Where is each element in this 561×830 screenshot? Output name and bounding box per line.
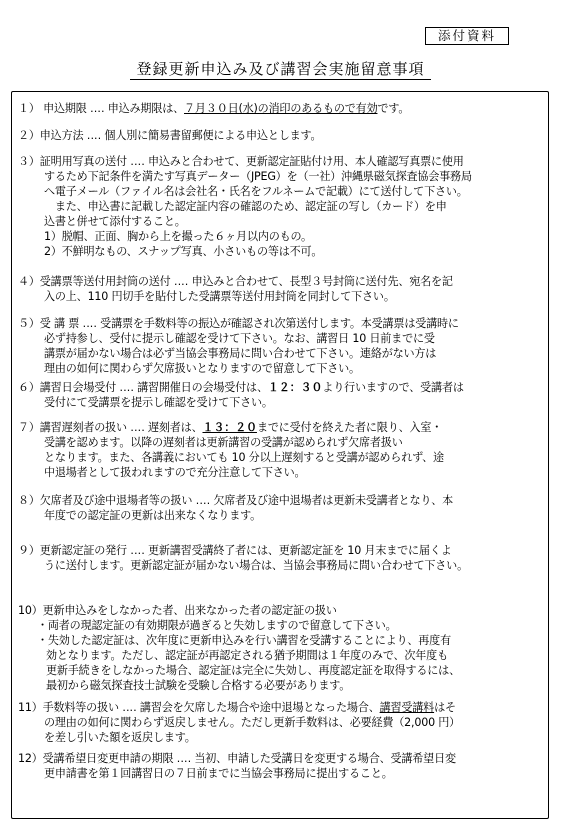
- item-12-line-1: 12）受講希望日変更申請の期限 ‥‥ 当初、申請した受講日を変更する場合、受講希望日変: [18, 752, 456, 765]
- item-10-not-applied: [18, 603, 538, 693]
- item-4-line-2: 入の上、110 円切手を貼付した受講票等送付用封筒を同封して下さい。: [44, 290, 395, 303]
- item-7-late-time: １３：２０: [202, 421, 257, 434]
- item-10-note-1: ・両者の現認定証の有効期限が過ぎると失効しますので留意して下さい。: [37, 619, 397, 632]
- item-4-line-1: ４）受講票等送付用封筒の送付 ‥‥ 申込みと合わせて、長型３号封筒に送付先、宛名を記: [18, 275, 453, 288]
- item-10-note-2: ・失効した認定証は、次年度に更新申込みを行い講習を受講することにより、再度有: [37, 634, 451, 647]
- item-11-line-2: の理由の如何に関わらず返戻しません。ただし更新手数料は、必要経費（2,000 円）: [44, 716, 461, 729]
- item-8-line-1: ８）欠席者及び途中退場者等の扱い ‥‥ 欠席者及び途中退場者は更新未受講者となり、本: [18, 494, 454, 507]
- item-7-line-1: ７）講習遅刻者の扱い ‥‥ 遅刻者は、１３：２０までに受付を終えた者に限り、入室・: [18, 421, 443, 434]
- item-8-absent: [18, 493, 538, 523]
- item-1-line-1: １） 申込期限 ‥‥ 申込み期限は、７月３０日(水)の消印のあるもので有効です。: [18, 102, 410, 115]
- item-5-line-1: ５）受 講 票 ‥‥ 受講票を手数料等の振込が確認され次第送付します。本受講票は受講時に: [18, 317, 459, 330]
- page-title-text: 登録更新申込み及び講習会実施留意事項: [130, 60, 430, 80]
- item-9-line-2: うに送付します。更新認定証が届かない場合は、当協会事務局に問い合わせて下さい。: [44, 559, 468, 572]
- item-10-note-5: 最初から磁気探査技士試験を受験し合格する必要があります。: [46, 679, 351, 692]
- item-12-change-request: [18, 751, 538, 781]
- item-6-reception: [18, 380, 538, 410]
- item-3-line-3: へ電子メール（ファイル名は会社名・氏名をフルネームで記載）にて送付して下さい。: [44, 185, 468, 198]
- item-3-line-1: ３）証明用写真の送付 ‥‥ 申込みと合わせて、更新認定証貼付け用、本人確認写真票に使用: [18, 155, 464, 168]
- item-6-line-2: 受付にて受講票を提示し確認を受けて下さい。: [44, 396, 273, 409]
- item-7-line-4: 中退場者として扱われますので充分注意して下さい。: [44, 466, 306, 479]
- item-10-note-3: 効となります。ただし、認定証が再認定される猶予期間は１年度のみで、次年度も: [46, 649, 448, 662]
- attachment-badge: 添付資料: [425, 27, 509, 45]
- item-11-line-1: 11）手数料等の扱い ‥‥ 講習会を欠席した場合や途中退場となった場合、講習受講料はそ: [18, 701, 456, 714]
- page-title: [0, 59, 561, 79]
- item-3-line-5: 込書と併せて添付すること。: [44, 215, 186, 228]
- item-4-envelope: [18, 274, 538, 304]
- item-2-line-1: ２）申込方法 ‥‥ 個人別に簡易書留郵便による申込とします。: [18, 129, 322, 142]
- item-6-line-1: ６）講習日会場受付 ‥‥ 講習開催日の会場受付は、１２：３０より行いますので、受講者は: [18, 381, 464, 394]
- item-7-late: [18, 420, 538, 480]
- item-7-line-3: となります。また、各講義においても 10 分以上遅刻すると受講が認められず、途: [44, 451, 444, 464]
- item-5-line-2: 必ず持参し、受付に提示し確認を受けて下さい。なお、講習日 10 日前までに受: [44, 332, 435, 345]
- item-3-line-4: また、申込書に記載した認定証内容の確認のため、認定証の写し（カード）を申: [44, 200, 447, 213]
- item-3-line-2: するため下記条件を満たす写真データー（JPEG）を（一社）沖縄県磁気探査協会事務局: [44, 170, 472, 183]
- item-1-deadline-date: ７月３０日(水)の消印のあるもので有効: [184, 102, 378, 115]
- item-12-line-2: 更申請書を第１回講習日の７日前までに当協会事務局に提出すること。: [44, 767, 393, 780]
- item-9-line-1: ９）更新認定証の発行 ‥‥ 更新講習受講終了者には、更新認定証を 10 月末までに届くよ: [18, 544, 452, 557]
- item-1-deadline: [18, 101, 538, 116]
- item-5-ticket: [18, 316, 538, 376]
- item-2-method: [18, 128, 538, 143]
- item-6-reception-time: １２：３０: [267, 381, 323, 394]
- item-7-line-2: 受講を認めます。以降の遅刻者は更新講習の受講が認められず欠席者扱い: [44, 436, 403, 449]
- item-11-tuition: 講習受講料: [379, 701, 435, 714]
- item-11-fees: [18, 700, 538, 745]
- item-5-line-3: 講票が届かない場合は必ず当協会事務局に問い合わせて下さい。連絡がない方は: [44, 347, 437, 360]
- item-10-line-1: 10）更新申込みをしなかった者、出来なかった者の認定証の扱い: [18, 604, 337, 617]
- item-8-line-2: 年度での認定証の更新は出来なくなります。: [44, 509, 261, 522]
- item-5-line-4: 理由の如何に関わらず欠席扱いとなりますので留意して下さい。: [44, 362, 360, 375]
- item-3-photo: [18, 154, 538, 259]
- item-11-line-3: を差し引いた額を返戻します。: [44, 731, 196, 744]
- item-10-note-4: 更新手続きをしなかった場合、認定証は完全に失効し、再度認定証を取得するには、: [46, 664, 460, 677]
- item-3-condition-1: 1）脱帽、正面、胸から上を撮った６ヶ月以内のもの。: [44, 230, 312, 243]
- item-9-issue: [18, 543, 538, 573]
- item-3-condition-2: 2）不鮮明なもの、スナップ写真、小さいもの等は不可。: [44, 245, 323, 258]
